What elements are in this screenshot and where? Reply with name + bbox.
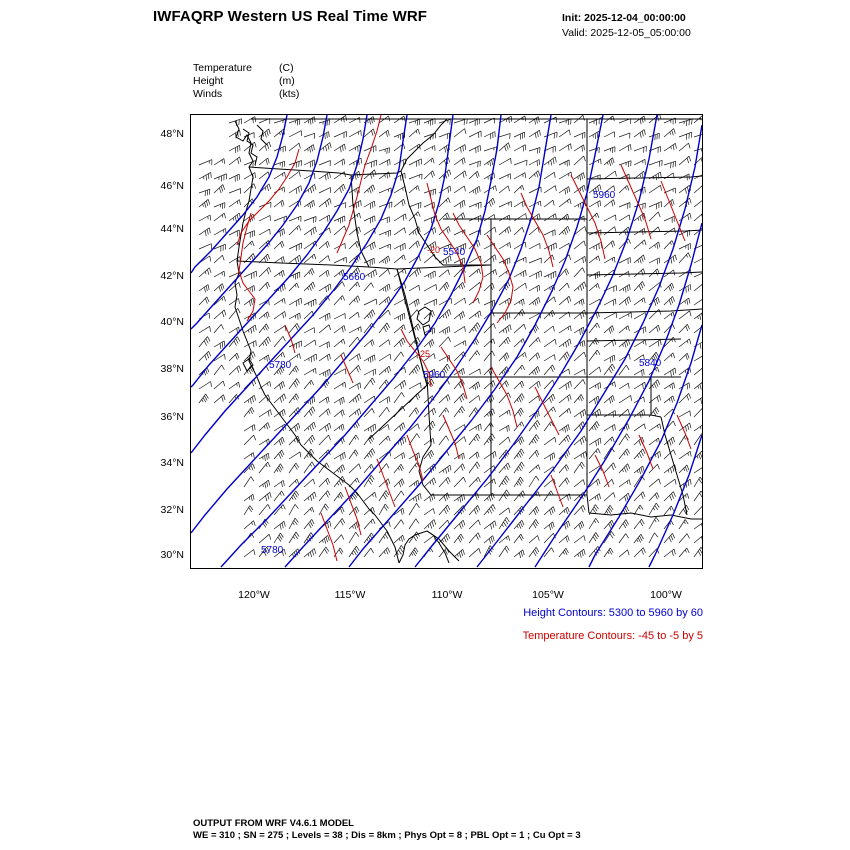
legend-row-temperature [193, 62, 299, 75]
page-title: IWFAQRP Western US Real Time WRF [152, 8, 428, 25]
temperature-contours-layer [191, 115, 702, 568]
temperature-contour-label: -20 [427, 245, 441, 255]
height-contour-label: 5540 [443, 247, 466, 258]
legend-units-temperature: (C) [279, 62, 294, 74]
height-contour-label: 5840 [639, 358, 662, 369]
legend-units-winds: (kts) [279, 88, 300, 100]
y-tick: 42°N [160, 270, 184, 282]
y-tick: 44°N [160, 223, 184, 235]
x-tick: 120°W [238, 589, 270, 601]
height-contour-label: 5780 [269, 360, 292, 371]
legend-units-height: (m) [279, 75, 295, 87]
height-contour-label: 5960 [423, 370, 446, 381]
init-value: 2025-12-04_00:00:00 [584, 12, 686, 24]
x-tick: 100°W [650, 589, 682, 601]
x-tick: 105°W [532, 589, 564, 601]
y-tick: 40°N [160, 316, 184, 328]
y-tick: 32°N [160, 504, 184, 516]
map-frame [190, 114, 703, 569]
footer [193, 818, 581, 842]
footer-line-model: OUTPUT FROM WRF V4.6.1 MODEL [193, 818, 354, 829]
y-tick: 46°N [160, 180, 184, 192]
temperature-contours-note: Temperature Contours: -45 to -5 by 5 [522, 630, 703, 642]
x-tick: 110°W [431, 589, 463, 601]
init-time-line [562, 12, 686, 24]
y-tick: 48°N [160, 128, 184, 140]
legend-name-temperature: Temperature [193, 62, 252, 74]
legend-name-height: Height [193, 75, 224, 87]
variable-legend [193, 62, 299, 101]
legend-name-winds: Winds [193, 88, 223, 100]
y-tick: 38°N [160, 363, 184, 375]
height-contour-label: 5780 [261, 545, 284, 556]
height-contour-label: 5960 [593, 190, 616, 201]
valid-label: Valid: [562, 27, 588, 39]
y-tick: 30°N [160, 549, 184, 561]
valid-time-line [562, 27, 691, 39]
y-tick: 36°N [160, 411, 184, 423]
y-tick: 34°N [160, 457, 184, 469]
legend-row-winds [193, 88, 299, 101]
x-tick: 115°W [334, 589, 366, 601]
temperature-contour-label: -25 [417, 349, 431, 359]
height-contour-label: 5660 [343, 272, 366, 283]
footer-line-config: WE = 310 ; SN = 275 ; Levels = 38 ; Dis = 8km ; Phys Opt = 8 ; PBL Opt = 1 ; Cu Opt = 3 [193, 830, 581, 841]
height-contours-note: Height Contours: 5300 to 5960 by 60 [523, 607, 703, 619]
legend-row-height [193, 75, 299, 88]
valid-value: 2025-12-05_05:00:00 [590, 27, 691, 39]
chart-plot-area [190, 114, 703, 569]
init-label: Init: [562, 12, 582, 24]
